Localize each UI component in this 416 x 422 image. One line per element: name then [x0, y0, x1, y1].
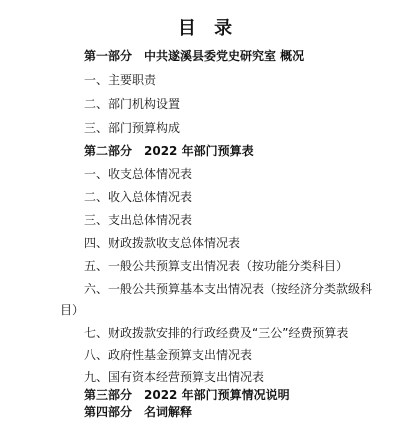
- part1-heading: 第一部分 中共遂溪县委党史研究室 概况: [84, 49, 305, 63]
- part2-heading: 第二部分 2022 年部门预算表: [84, 144, 254, 158]
- toc-item: 一、主要职责: [84, 73, 157, 87]
- toc-item: 七、财政拨款安排的行政经费及“三公”经费预算表: [84, 326, 349, 340]
- toc-item: 四、财政拨款收支总体情况表: [84, 236, 241, 250]
- part3-heading: 第三部分 2022 年部门预算情况说明: [84, 388, 290, 402]
- toc-item: 三、部门预算构成: [84, 121, 181, 135]
- toc-item-continuation: 目）: [60, 303, 85, 317]
- part4-heading: 第四部分 名词解释: [84, 405, 193, 419]
- toc-item: 二、部门机构设置: [84, 97, 181, 111]
- toc-item: 二、收入总体情况表: [84, 190, 193, 204]
- toc-item: 一、收支总体情况表: [84, 167, 193, 181]
- toc-item: 九、国有资本经营预算支出情况表: [84, 370, 265, 384]
- toc-title: 目 录: [177, 18, 239, 39]
- toc-item: 三、支出总体情况表: [84, 213, 193, 227]
- toc-item: 八、政府性基金预算支出情况表: [84, 348, 253, 362]
- toc-item: 六、一般公共预算基本支出情况表（按经济分类款级科: [84, 282, 373, 296]
- toc-item: 五、一般公共预算支出情况表（按功能分类科目）: [84, 259, 349, 273]
